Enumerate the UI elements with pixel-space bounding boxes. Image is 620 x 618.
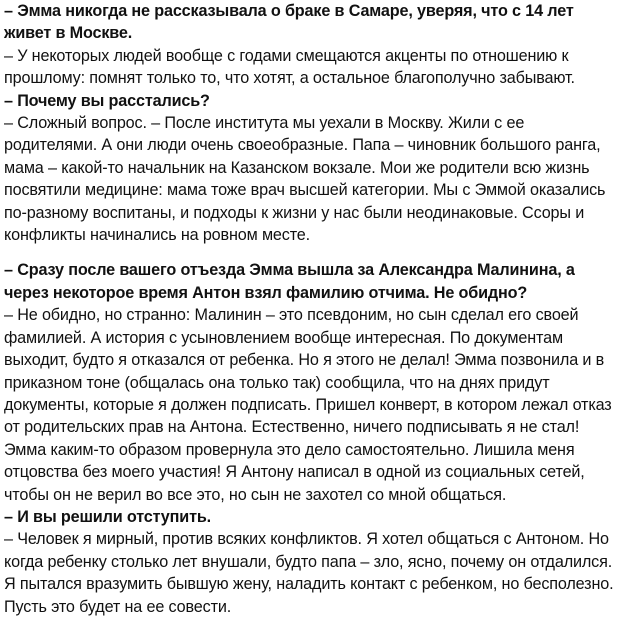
interview-question: – Эмма никогда не рассказывала о браке в Самаре, уверяя, что с 14 лет живет в Москве. bbox=[4, 2, 574, 43]
interview-question: – Сразу после вашего отъезда Эмма вышла за Александра Малинина, а через некоторое время Антон взял фамилию отчима. Не обидно? bbox=[4, 261, 575, 302]
interview-question: – И вы решили отступить. bbox=[4, 507, 212, 526]
interview-answer: – Сложный вопрос. – После института мы уехали в Москву. Жили с ее родителями. А они люди очень своеобразные. Папа – чиновник большого ранга, мама – какой-то начальник на Казанском вокзале. Мои же родители всю жизнь посвятили медицине: мама тоже врач высшей категории. Мы с Эммой оказались по-разному воспитаны, и подходы к жизни у нас были неодинаковые. Ссоры и конфликты начинались на ровном месте. bbox=[4, 114, 606, 245]
interview-answer: – Человек я мирный, против всяких конфликтов. Я хотел общаться с Антоном. Но когда ребенку столько лет внушали, будто папа – зло, ясно, почему он отдалился. Я пытался вразумить бывшую жену, наладить контакт с ребенком, но бесполезно. Пусть это будет на ее совести. bbox=[4, 530, 614, 616]
interview-answer: – У некоторых людей вообще с годами смещаются акценты по отношению к прошлому: помнят только то, что хотят, а остальное благополучно забывают. bbox=[4, 46, 575, 88]
paragraph-gap bbox=[4, 246, 616, 259]
interview-answer: – Не обидно, но странно: Малинин – это псевдоним, но сын сделал его своей фамилией. А история с усыновлением вообще интересная. По документам выходит, будто я отказался от ребенка. Но я этого не делал! Эмма позвонила и в приказном тоне (общалась она только так) сообщила, что на днях придут документы, которые я должен подписать. Пришел конверт, в котором лежал отказ от родительских прав на Антона. Естественно, ничего подписывать я не стал! Эмма каким-то образом провернула это дело самостоятельно. Лишила меня отцовства без моего участия! Я Антону написал в одной из социальных сетей, чтобы он не верил во все это, но сын не захотел со мной общаться. bbox=[4, 306, 612, 504]
interview-question: – Почему вы расстались? bbox=[4, 91, 210, 110]
